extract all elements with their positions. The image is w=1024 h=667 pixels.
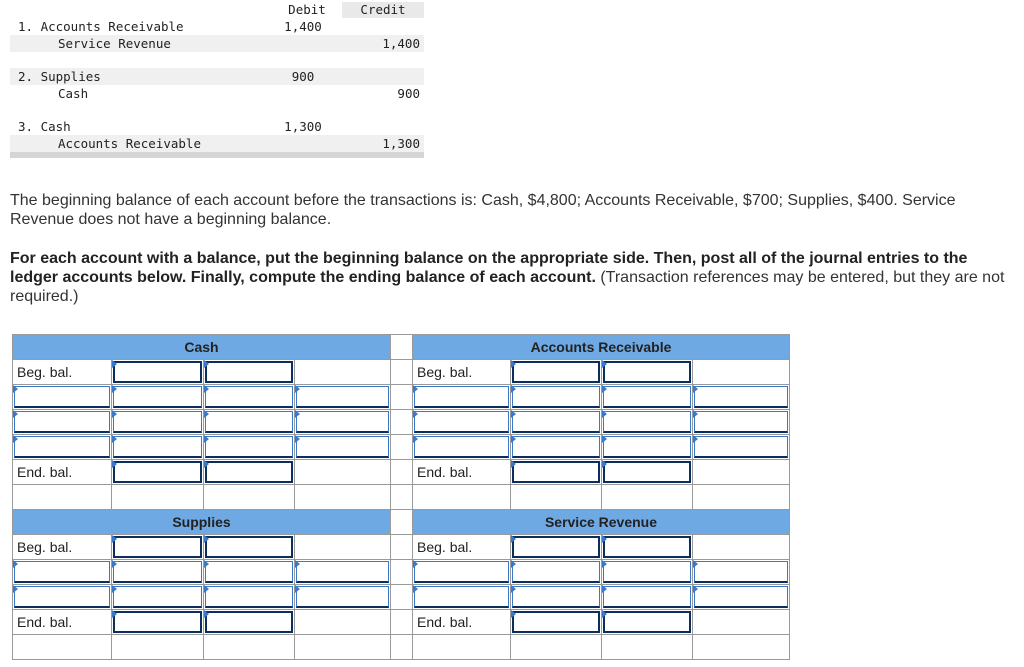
dropdown-marker-icon — [112, 535, 117, 543]
dropdown-marker-icon — [204, 460, 209, 468]
debit-cell — [112, 385, 204, 410]
amount-input[interactable] — [603, 436, 691, 458]
credit-cell — [295, 585, 391, 610]
credit-label-cell — [602, 460, 693, 485]
amount-input[interactable] — [512, 436, 600, 458]
dropdown-marker-icon — [413, 410, 418, 418]
amount-input[interactable] — [296, 436, 389, 458]
dropdown-marker-icon — [602, 435, 607, 443]
amount-input[interactable] — [414, 561, 509, 583]
amount-input[interactable] — [512, 611, 600, 633]
dropdown-marker-icon — [602, 610, 607, 618]
credit-label-cell — [204, 610, 295, 635]
amount-input[interactable] — [603, 361, 691, 383]
debit-cell — [511, 385, 602, 410]
ledger-row — [13, 460, 790, 485]
credit-cell — [693, 410, 790, 435]
amount-input[interactable] — [603, 536, 691, 558]
dropdown-marker-icon — [693, 435, 698, 443]
journal-entries-table — [10, 2, 424, 158]
journal-header-row — [10, 2, 424, 18]
dropdown-marker-icon — [13, 410, 18, 418]
amount-input[interactable] — [14, 436, 110, 458]
credit-cell — [295, 435, 391, 460]
ledger-row — [13, 535, 790, 560]
amount-input[interactable] — [296, 411, 389, 433]
journal-row — [10, 135, 424, 152]
amount-input[interactable] — [205, 361, 293, 383]
amount-input[interactable] — [113, 361, 202, 383]
ref-cell — [413, 560, 511, 585]
dropdown-marker-icon — [204, 360, 209, 368]
ledger-title-row — [13, 510, 790, 535]
column-gap — [391, 610, 413, 635]
ref-cell — [13, 560, 112, 585]
dropdown-marker-icon — [204, 435, 209, 443]
amount-input[interactable] — [113, 461, 202, 483]
dropdown-marker-icon — [602, 585, 607, 593]
amount-input[interactable] — [14, 411, 110, 433]
amount-input[interactable] — [603, 586, 691, 608]
dropdown-marker-icon — [204, 535, 209, 543]
credit-cell — [295, 360, 391, 385]
debit-cell — [112, 535, 204, 560]
ledger-row — [13, 385, 790, 410]
amount-input[interactable] — [694, 436, 788, 458]
dropdown-marker-icon — [511, 435, 516, 443]
amount-input[interactable] — [296, 561, 389, 583]
credit-cell — [693, 385, 790, 410]
amount-input[interactable] — [512, 411, 600, 433]
ref-cell — [13, 435, 112, 460]
dropdown-marker-icon — [13, 585, 18, 593]
journal-row — [10, 18, 424, 35]
dropdown-marker-icon — [602, 460, 607, 468]
column-gap — [391, 460, 413, 485]
table-divider — [10, 152, 424, 158]
dropdown-marker-icon — [511, 585, 516, 593]
ref-cell — [413, 410, 511, 435]
credit-cell — [295, 410, 391, 435]
dropdown-marker-icon — [112, 585, 117, 593]
amount-input[interactable] — [414, 386, 509, 408]
amount-input[interactable] — [205, 536, 293, 558]
debit-amount: 1,400 — [284, 19, 322, 34]
amount-input[interactable] — [694, 386, 788, 408]
amount-input[interactable] — [113, 611, 202, 633]
ledger-row — [13, 635, 790, 660]
amount-input[interactable] — [512, 461, 600, 483]
amount-input[interactable] — [694, 586, 788, 608]
ledger-row — [13, 485, 790, 510]
column-gap — [391, 360, 413, 385]
ledger-row — [13, 560, 790, 585]
credit-ref-cell — [602, 560, 693, 585]
dropdown-marker-icon — [602, 535, 607, 543]
ref-cell — [413, 585, 511, 610]
debit-cell — [511, 535, 602, 560]
end-label: End. bal. — [13, 460, 112, 485]
amount-input[interactable] — [512, 386, 600, 408]
amount-input[interactable] — [512, 561, 600, 583]
dropdown-marker-icon — [204, 585, 209, 593]
debit-account: 1. Accounts Receivable — [18, 19, 184, 34]
debit-cell — [511, 585, 602, 610]
ref-cell — [413, 435, 511, 460]
amount-input[interactable] — [205, 411, 293, 433]
amount-input[interactable] — [113, 536, 202, 558]
dropdown-marker-icon — [602, 560, 607, 568]
credit-ref-cell — [204, 385, 295, 410]
account-title-cash: Cash — [13, 335, 391, 360]
amount-input[interactable] — [694, 411, 788, 433]
dropdown-marker-icon — [602, 360, 607, 368]
dropdown-marker-icon — [602, 385, 607, 393]
debit-cell — [511, 360, 602, 385]
dropdown-marker-icon — [511, 385, 516, 393]
amount-input[interactable] — [113, 561, 202, 583]
credit-amount: 900 — [397, 86, 420, 101]
dropdown-marker-icon — [511, 410, 516, 418]
credit-ref-cell — [602, 585, 693, 610]
debit-header: Debit — [288, 2, 326, 17]
amount-input[interactable] — [113, 586, 202, 608]
credit-cell — [693, 460, 790, 485]
amount-input[interactable] — [205, 586, 293, 608]
credit-cell — [295, 460, 391, 485]
dropdown-marker-icon — [204, 610, 209, 618]
beg-label: Beg. bal. — [13, 360, 112, 385]
credit-cell — [295, 610, 391, 635]
credit-label-cell — [602, 610, 693, 635]
column-gap — [391, 410, 413, 435]
amount-input[interactable] — [603, 411, 691, 433]
amount-input[interactable] — [113, 386, 202, 408]
amount-input[interactable] — [512, 536, 600, 558]
dropdown-marker-icon — [693, 585, 698, 593]
amount-input[interactable] — [603, 386, 691, 408]
end-label: End. bal. — [413, 460, 511, 485]
credit-cell — [693, 610, 790, 635]
amount-input[interactable] — [113, 411, 202, 433]
amount-input[interactable] — [296, 586, 389, 608]
credit-account: Accounts Receivable — [58, 136, 201, 151]
amount-input[interactable] — [414, 586, 509, 608]
dropdown-marker-icon — [693, 385, 698, 393]
credit-ref-cell — [204, 435, 295, 460]
ledger-title-row — [13, 335, 790, 360]
amount-input[interactable] — [14, 386, 110, 408]
column-gap — [391, 585, 413, 610]
dropdown-marker-icon — [511, 535, 516, 543]
dropdown-marker-icon — [112, 460, 117, 468]
credit-label-cell — [602, 535, 693, 560]
credit-ref-cell — [204, 410, 295, 435]
debit-cell — [511, 610, 602, 635]
beg-label: Beg. bal. — [13, 535, 112, 560]
amount-input[interactable] — [512, 361, 600, 383]
dropdown-marker-icon — [13, 560, 18, 568]
credit-label-cell — [204, 535, 295, 560]
ledger-row — [13, 360, 790, 385]
dropdown-marker-icon — [295, 435, 300, 443]
credit-account: Service Revenue — [58, 36, 171, 51]
journal-row — [10, 85, 424, 102]
ref-cell — [13, 385, 112, 410]
dropdown-marker-icon — [511, 610, 516, 618]
debit-cell — [112, 460, 204, 485]
dropdown-marker-icon — [112, 610, 117, 618]
account-title-supplies: Supplies — [13, 510, 391, 535]
amount-input[interactable] — [14, 561, 110, 583]
credit-account: Cash — [58, 86, 89, 101]
dropdown-marker-icon — [693, 560, 698, 568]
amount-input[interactable] — [205, 611, 293, 633]
dropdown-marker-icon — [413, 435, 418, 443]
debit-cell — [112, 360, 204, 385]
debit-amount: 1,300 — [284, 119, 322, 134]
amount-input[interactable] — [414, 411, 509, 433]
debit-cell — [112, 435, 204, 460]
credit-cell — [693, 585, 790, 610]
dropdown-marker-icon — [295, 385, 300, 393]
debit-amount: 900 — [291, 69, 315, 84]
dropdown-marker-icon — [413, 385, 418, 393]
amount-input[interactable] — [603, 561, 691, 583]
journal-row — [10, 35, 424, 52]
ledger-row — [13, 435, 790, 460]
amount-input[interactable] — [205, 386, 293, 408]
ref-cell — [13, 410, 112, 435]
amount-input[interactable] — [603, 611, 691, 633]
credit-cell — [693, 535, 790, 560]
dropdown-marker-icon — [112, 360, 117, 368]
credit-amount: 1,400 — [382, 36, 420, 51]
credit-label-cell — [602, 360, 693, 385]
amount-input[interactable] — [694, 561, 788, 583]
ref-cell — [13, 585, 112, 610]
column-gap — [391, 560, 413, 585]
credit-ref-cell — [602, 410, 693, 435]
dropdown-marker-icon — [13, 385, 18, 393]
column-gap — [391, 435, 413, 460]
beg-label: Beg. bal. — [413, 535, 511, 560]
instructions-bold: For each account with a balance, put the beginning balance on the appropriate side. Then, post all of the journal entries to the ledger accounts below. Finally, compute the ending balance of each account. — [10, 250, 968, 286]
column-gap — [391, 385, 413, 410]
journal-row — [10, 68, 424, 85]
dropdown-marker-icon — [112, 560, 117, 568]
dropdown-marker-icon — [295, 560, 300, 568]
dropdown-marker-icon — [204, 385, 209, 393]
ledger-accounts-table — [12, 334, 790, 660]
account-title-ar: Accounts Receivable — [413, 335, 790, 360]
beginning-balance-text: The beginning balance of each account before the transactions is: Cash, $4,800; Accounts Receivable, $700; Supplies, $400. Service Revenue does not have a beginning balance. — [10, 192, 956, 228]
credit-ref-cell — [204, 585, 295, 610]
debit-cell — [511, 435, 602, 460]
amount-input[interactable] — [512, 586, 600, 608]
debit-cell — [511, 460, 602, 485]
dropdown-marker-icon — [413, 560, 418, 568]
amount-input[interactable] — [414, 436, 509, 458]
amount-input[interactable] — [205, 436, 293, 458]
instructions-text — [10, 249, 1015, 306]
ledger-row — [13, 610, 790, 635]
dropdown-marker-icon — [204, 410, 209, 418]
ledger-row — [13, 410, 790, 435]
dropdown-marker-icon — [112, 385, 117, 393]
debit-cell — [511, 410, 602, 435]
end-label: End. bal. — [413, 610, 511, 635]
dropdown-marker-icon — [511, 560, 516, 568]
journal-row — [10, 118, 424, 135]
debit-cell — [112, 610, 204, 635]
dropdown-marker-icon — [295, 585, 300, 593]
debit-cell — [511, 560, 602, 585]
amount-input[interactable] — [14, 586, 110, 608]
account-title-revenue: Service Revenue — [413, 510, 790, 535]
dropdown-marker-icon — [295, 410, 300, 418]
credit-amount: 1,300 — [382, 136, 420, 151]
column-gap — [391, 635, 413, 660]
dropdown-marker-icon — [204, 560, 209, 568]
credit-ref-cell — [602, 385, 693, 410]
credit-ref-cell — [602, 435, 693, 460]
amount-input[interactable] — [603, 461, 691, 483]
credit-cell — [693, 435, 790, 460]
debit-cell — [112, 585, 204, 610]
column-gap — [391, 485, 413, 510]
amount-input[interactable] — [205, 461, 293, 483]
dropdown-marker-icon — [511, 360, 516, 368]
dropdown-marker-icon — [602, 410, 607, 418]
dropdown-marker-icon — [13, 435, 18, 443]
ledger-row — [13, 585, 790, 610]
dropdown-marker-icon — [112, 435, 117, 443]
debit-account: 2. Supplies — [18, 69, 101, 84]
credit-cell — [693, 360, 790, 385]
instructions-note: (Transaction references may be entered, but they are not required.) — [10, 269, 1005, 305]
beg-label: Beg. bal. — [413, 360, 511, 385]
credit-cell — [295, 560, 391, 585]
amount-input[interactable] — [205, 561, 293, 583]
dropdown-marker-icon — [112, 410, 117, 418]
credit-cell — [295, 535, 391, 560]
end-label: End. bal. — [13, 610, 112, 635]
dropdown-marker-icon — [693, 410, 698, 418]
dropdown-marker-icon — [413, 585, 418, 593]
amount-input[interactable] — [113, 436, 202, 458]
dropdown-marker-icon — [511, 460, 516, 468]
credit-label-cell — [204, 460, 295, 485]
debit-account: 3. Cash — [18, 119, 71, 134]
credit-ref-cell — [204, 560, 295, 585]
credit-label-cell — [204, 360, 295, 385]
amount-input[interactable] — [296, 386, 389, 408]
column-gap — [391, 535, 413, 560]
credit-cell — [295, 385, 391, 410]
debit-cell — [112, 410, 204, 435]
credit-header: Credit — [342, 2, 424, 18]
credit-cell — [693, 560, 790, 585]
ref-cell — [413, 385, 511, 410]
debit-cell — [112, 560, 204, 585]
